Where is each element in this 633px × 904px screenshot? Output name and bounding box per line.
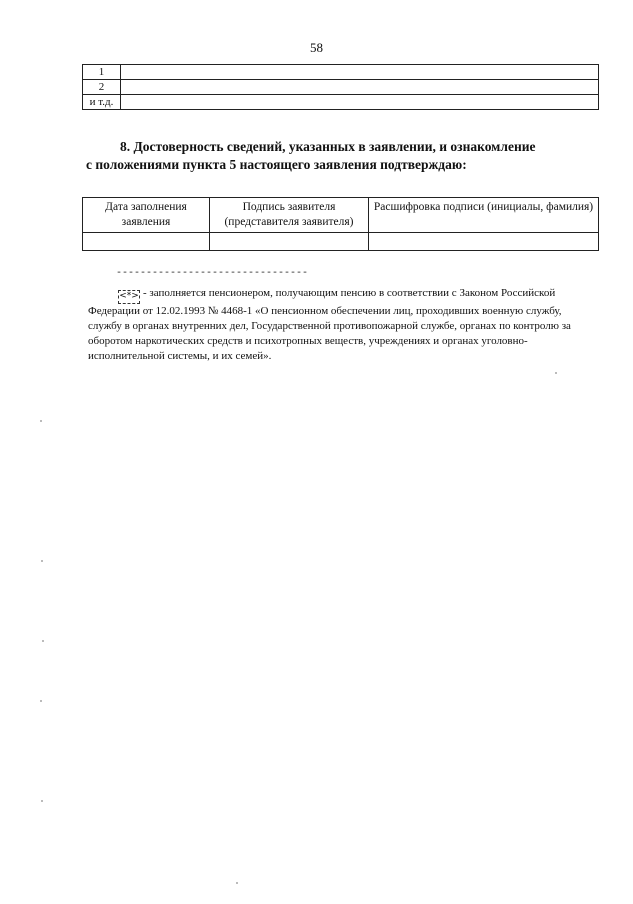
table-row (83, 65, 599, 80)
signature-cell (210, 233, 369, 251)
page-number: 58 (310, 40, 323, 55)
scan-speck (41, 560, 43, 562)
signature-decoding-cell (369, 233, 599, 251)
row-empty-cell (121, 65, 599, 80)
header-signature-decoding: Расшифровка подписи (инициалы, фамилия) (369, 198, 599, 233)
row-number: 1 (83, 65, 121, 80)
table-row (83, 233, 599, 251)
table-row (83, 95, 599, 110)
header-signature: Подпись заявителя (представителя заявителя) (210, 198, 369, 233)
signature-table (82, 197, 599, 251)
fill-date-cell (83, 233, 210, 251)
heading-line-1: 8. Достоверность сведений, указанных в заявлении, и ознакомление (120, 139, 536, 154)
row-empty-cell (121, 95, 599, 110)
scan-speck (40, 700, 42, 702)
footnote-separator: -------------------------------- (116, 268, 309, 279)
footnote (88, 286, 596, 364)
scan-speck (41, 800, 43, 802)
row-number: 2 (83, 80, 121, 95)
row-empty-cell (121, 80, 599, 95)
row-number: и т.д. (83, 95, 121, 110)
scan-speck (236, 882, 238, 884)
numbered-rows-table (82, 64, 599, 110)
dashed-box-marker-icon: <*> (118, 290, 140, 304)
header-fill-date: Дата заполнения заявления (83, 198, 210, 233)
scan-speck (42, 640, 44, 642)
table-header-row (83, 198, 599, 233)
scan-speck (40, 420, 42, 422)
section-heading (86, 138, 596, 174)
heading-line-2: с положениями пункта 5 настоящего заявления подтверждаю: (86, 157, 467, 172)
footnote-text: - заполняется пенсионером, получающим пенсию в соответствии с Законом Российской Федерации от 12.02.1993 № 4468-1 «О пенсионном обеспечении лиц, проходивших военную службу, службу в органах внутренних дел, Государственной противопожарной службе, органах по контролю за оборотом наркотических средств и психотропных веществ, учреждениях и органах уголовно-исполнительной системы, и их семей». (88, 287, 571, 362)
scan-speck (555, 372, 557, 374)
table-row (83, 80, 599, 95)
